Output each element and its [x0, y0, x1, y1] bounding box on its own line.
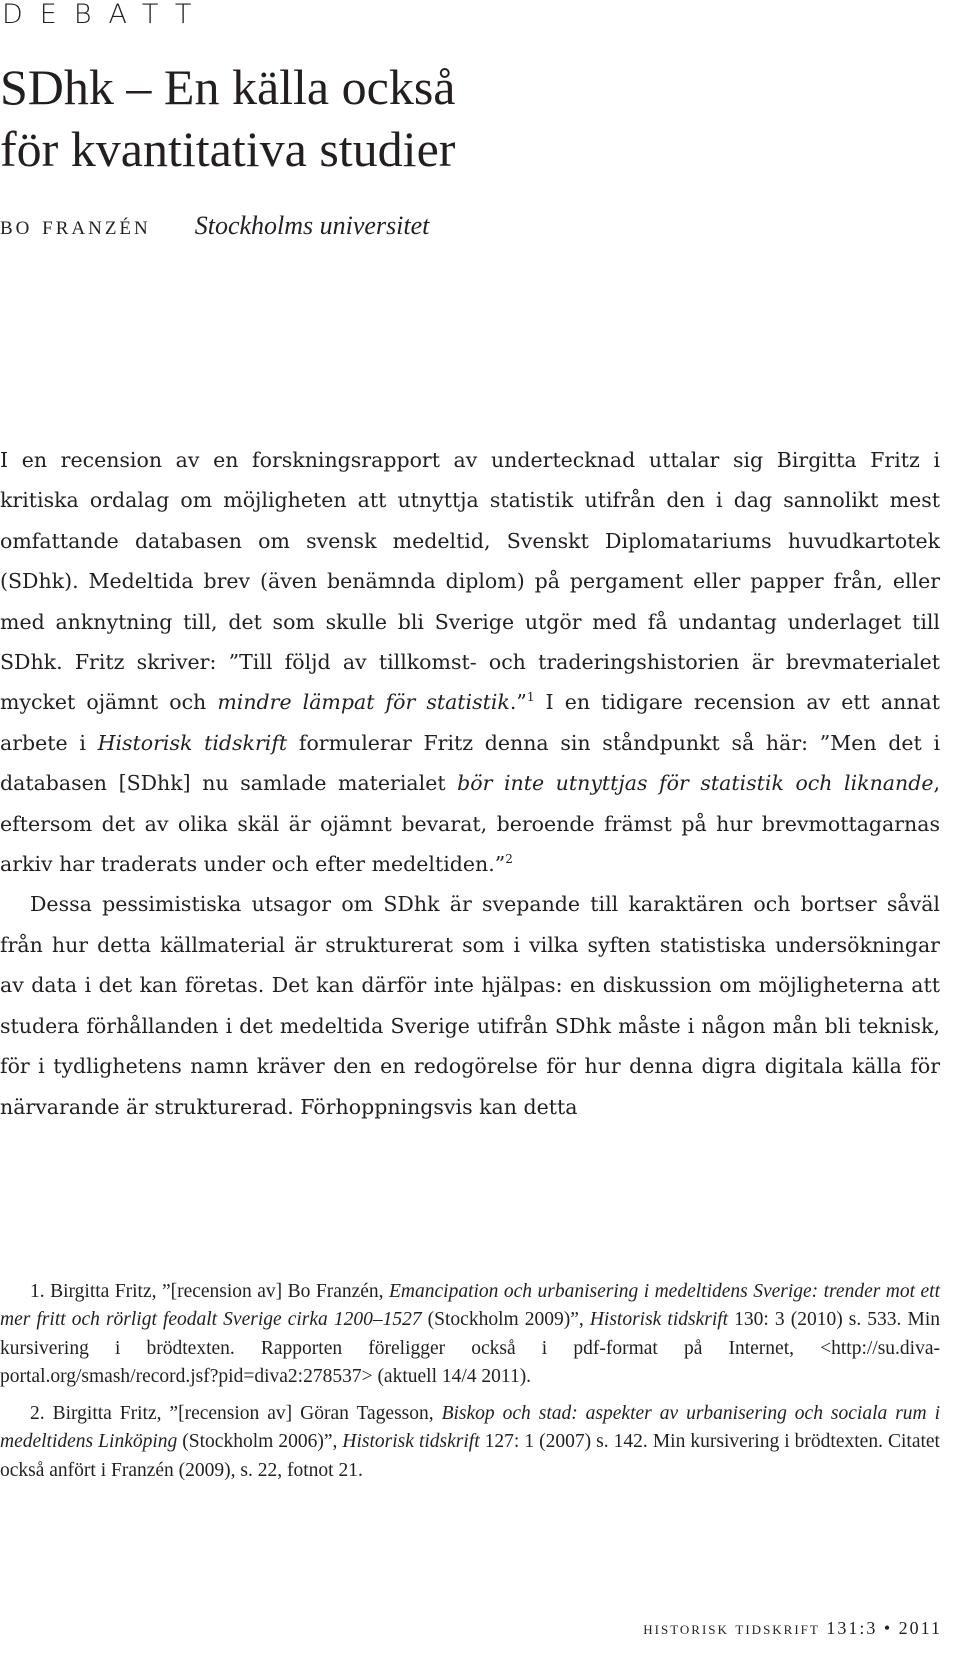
fn2-journal-name: Historisk tidskrift: [342, 1431, 480, 1453]
title-line-2: för kvantitativa studier: [0, 121, 456, 177]
fn1-text-1: 1. Birgitta Fritz, ”[recension av] Bo Franzén,: [30, 1281, 390, 1302]
paragraph-2: Dessa pessimistiska utsagor om SDhk är svepande till karaktären och bortser såväl från hur detta källmaterial är strukturerat som i vilka syften statistiska undersökningar av data i det kan företas. Det kan därför inte hjälpas: en diskussion om möjligheterna att studera förhållanden i det medeltida Sverige utifrån SDhk måste i någon mån bli teknisk, för i tydlighetens namn kräver den en redogörelse för hur denna digra digitala källa för närvarande är strukturerad. Förhoppningsvis kan detta: [0, 892, 940, 1119]
p1-text-1: I en recension av en forskningsrapport av undertecknad uttalar sig Birgitta Fritz i kritiska ordalag om möjligheten att utnyttja statistik utifrån den i dag sannolikt mest omfattande databasen om svensk medeltid, Svenskt Diplomatariums huvudkartotek (SDhk). Medeltida brev (även benämnda diplom) på pergament eller papper från, eller med anknytning till, det som skulle bli Sverige utgör med få undantag underlaget till SDhk. Fritz skriver: ”Till följd av tillkomst- och traderingshistorien är brevmaterialet mycket ojämnt och: [0, 448, 940, 715]
p1-text-5: , eftersom det av olika skäl är ojämnt bevarat, beroende främst på hur brevmottagarnas arkiv har traderats under och efter medeltiden.”: [0, 771, 940, 877]
p1-emphasis-2: bör inte utnyttjas för statistik och liknande: [457, 771, 934, 796]
fn1-text-2: (Stockholm 2009)”,: [421, 1309, 590, 1331]
fn2-text-2: (Stockholm 2006)”,: [177, 1431, 343, 1453]
fn2-book-title: Biskop och stad: aspekter av urbanisering och sociala rum i medeltidens Linköping: [0, 1403, 940, 1453]
p1-text-3: I en tidigare recension av ett annat arbete i: [0, 690, 940, 755]
fn1-text-3: 130: 3 (2010) s. 533. Min kursivering i brödtexten. Rapporten föreligger också i pdf-format på Internet, <http://su.diva-portal.org/smash/record.jsf?pid=diva2:278537> (aktuell 14/4 2011).: [0, 1309, 940, 1387]
p1-emphasis-1: mindre lämpat för statistik: [217, 690, 510, 715]
article-body: [0, 440, 940, 1127]
footnote-2: [0, 1400, 940, 1485]
p1-text-4: formulerar Fritz denna sin ståndpunkt så här: ”Men det i databasen [SDhk] nu samlade materialet: [0, 730, 940, 796]
fn1-book-title: Emancipation och urbanisering i medeltidens Sverige: trender mot ett mer fritt och rörligt feodalt Sverige cirka 1200–1527: [0, 1281, 940, 1331]
p1-text-2: .”: [509, 690, 527, 715]
fn1-journal-name: Historisk tidskrift: [589, 1309, 729, 1331]
fn2-text-3: 127: 1 (2007) s. 142. Min kursivering i brödtexten. Citatet också anfört i Franzén (2009), s. 22, fotnot 21.: [0, 1431, 940, 1481]
affiliation: Stockholms universitet: [194, 211, 430, 240]
paragraph-1: [0, 440, 940, 884]
footnote-ref-2[interactable]: 2: [505, 852, 513, 867]
running-footer: historisk tidskrift 131:3 • 2011: [643, 1618, 942, 1638]
p1-journal-name: Historisk tidskrift: [97, 730, 288, 755]
author-line: [0, 210, 429, 241]
title-line-1: SDhk – En källa också: [0, 59, 456, 115]
section-label: DEBATT: [2, 0, 209, 30]
footnote-1: [0, 1278, 940, 1391]
footnotes: [0, 1278, 940, 1485]
fn2-text-1: 2. Birgitta Fritz, ”[recension av] Göran Tagesson,: [30, 1403, 442, 1425]
article-title: [0, 56, 940, 180]
author-name: bo franzén: [0, 210, 151, 240]
footnote-ref-1[interactable]: 1: [526, 690, 535, 705]
